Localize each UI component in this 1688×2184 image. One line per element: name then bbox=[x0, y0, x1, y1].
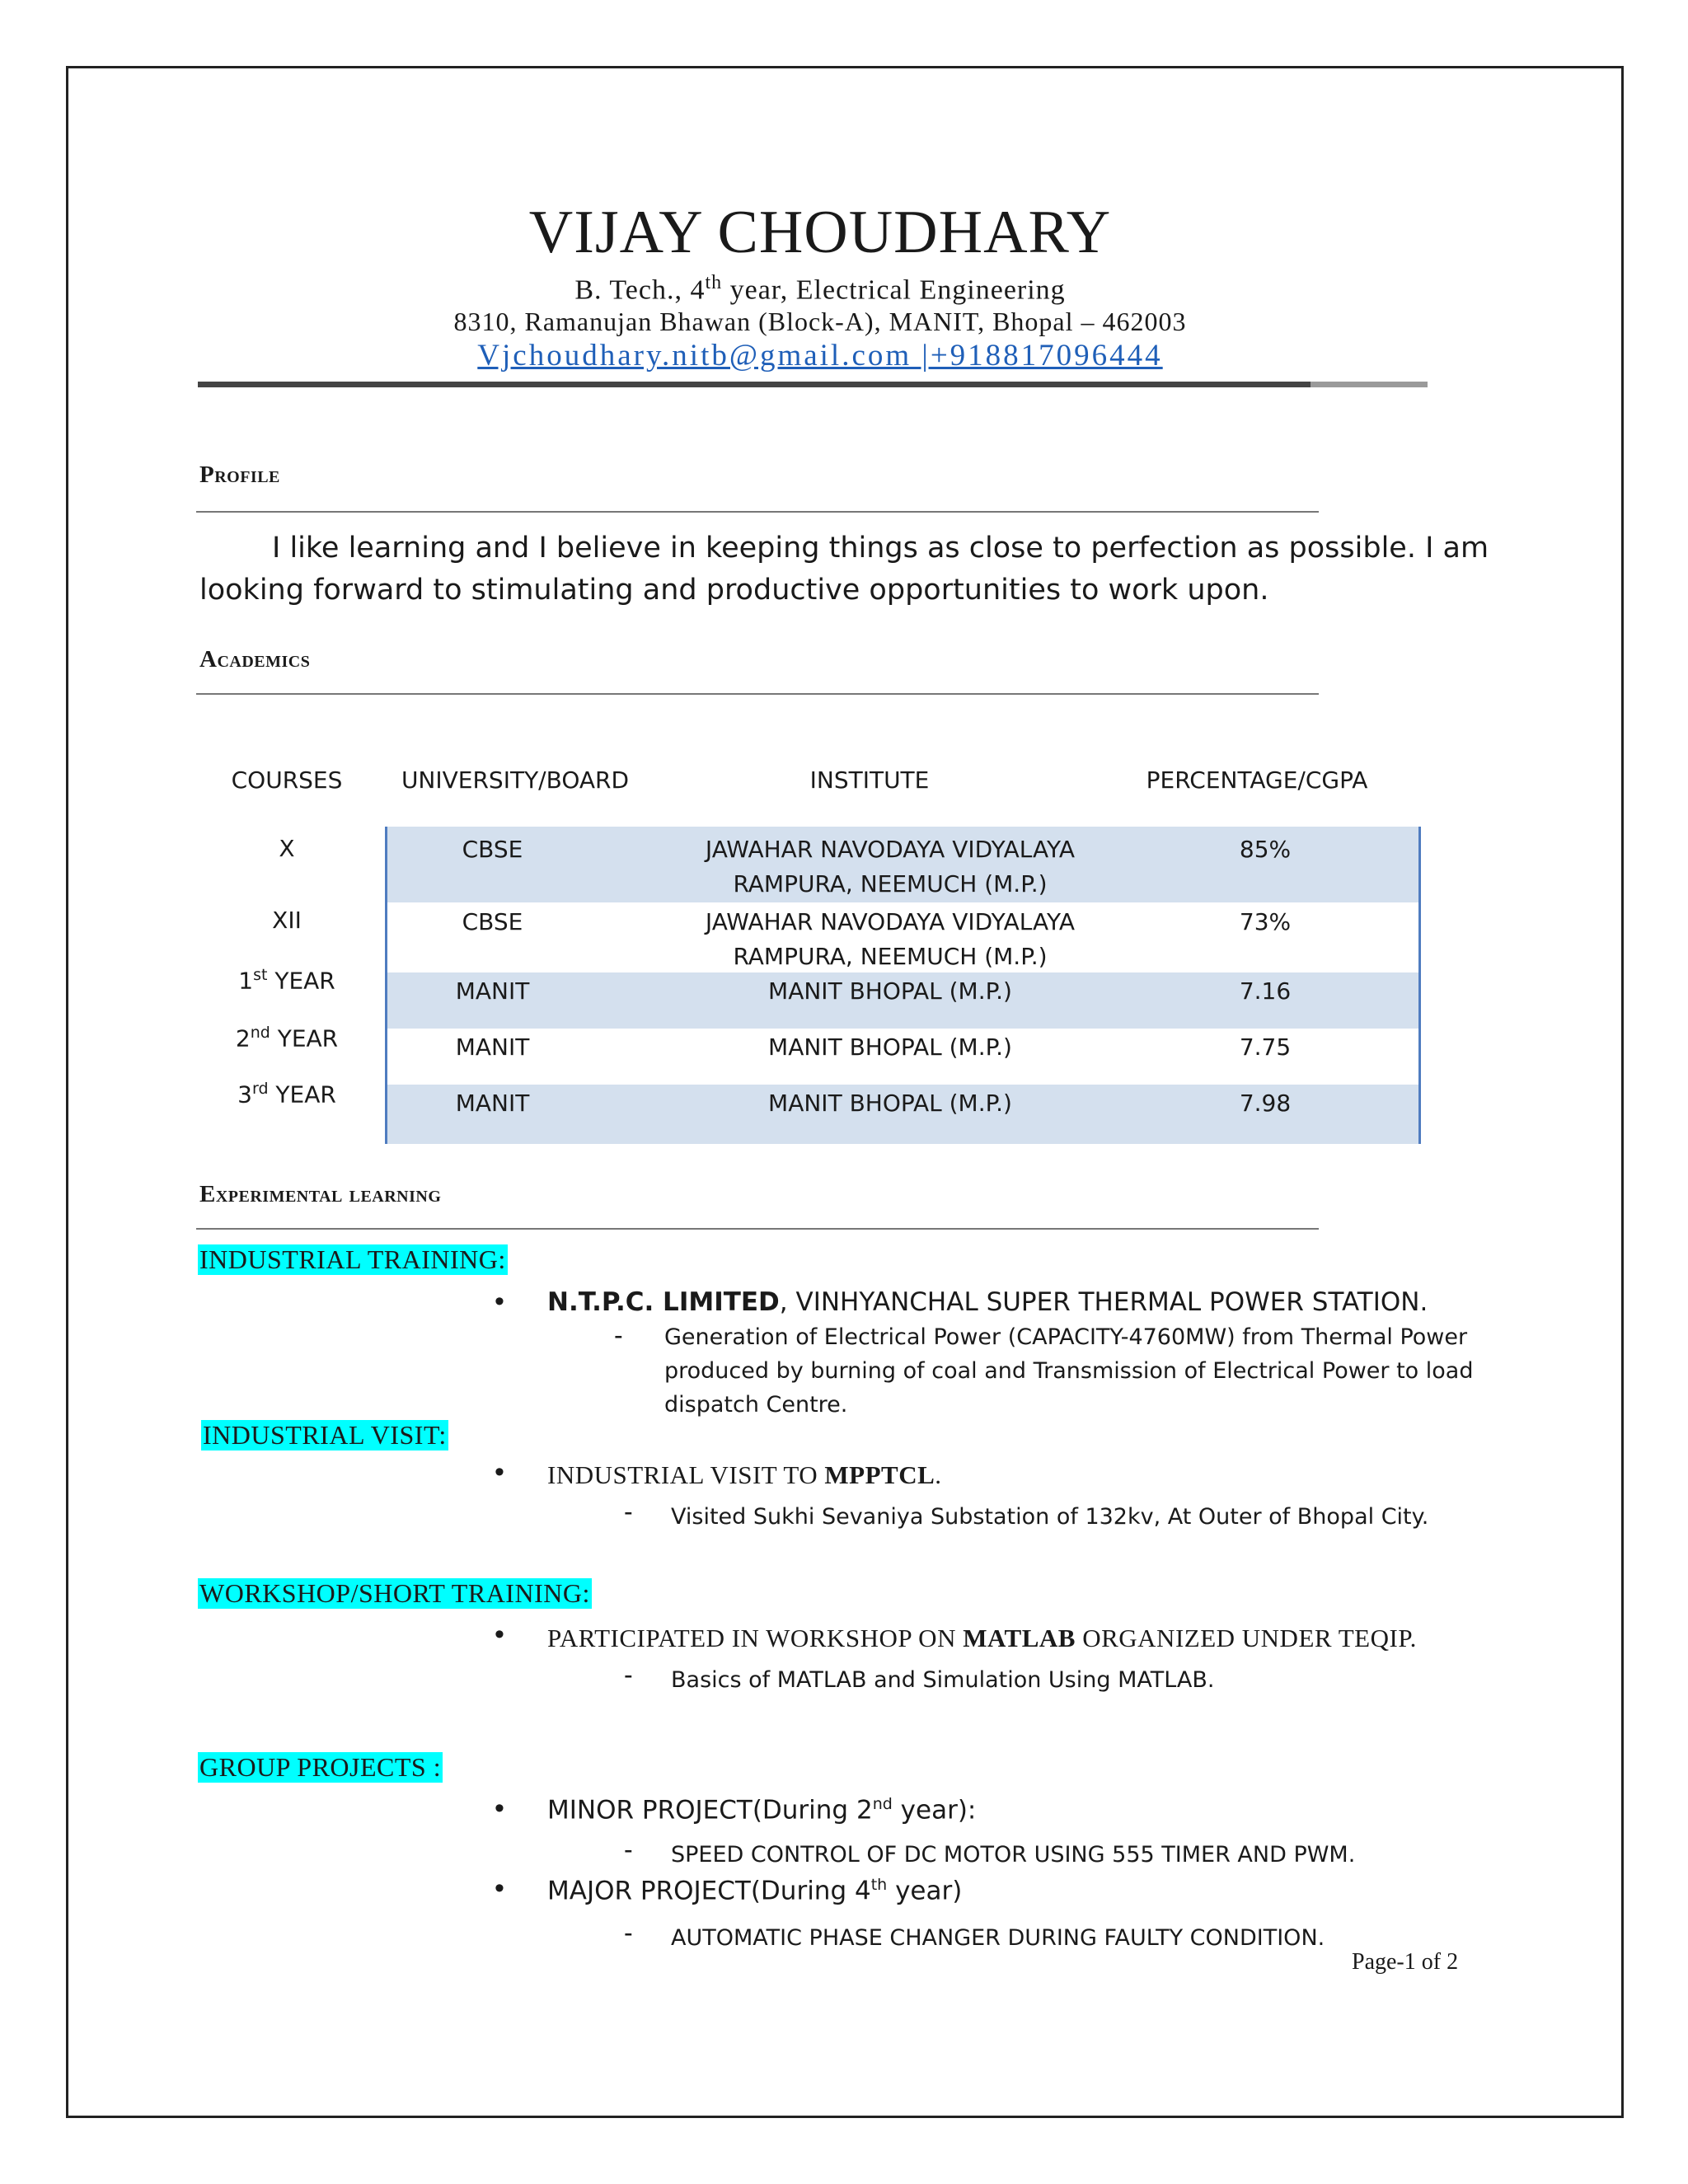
table-cell-institute bbox=[676, 1030, 1104, 1065]
institute-line-2: RAMPURA, NEEMUCH (M.P.) bbox=[733, 870, 1048, 898]
experience-heading: Experimental learning bbox=[199, 1181, 442, 1207]
table-cell-score: 7.98 bbox=[1239, 1090, 1292, 1117]
profile-heading: Profile bbox=[199, 462, 280, 488]
workshop-suffix: ORGANIZED UNDER TEQIP. bbox=[1075, 1624, 1417, 1652]
course-label: 2 bbox=[235, 1024, 251, 1052]
candidate-name: VIJAY CHOUDHARY bbox=[528, 199, 1112, 266]
course-label-suffix: YEAR bbox=[268, 1080, 336, 1108]
experience-rule bbox=[196, 1228, 1319, 1230]
minor-project-prefix: MINOR PROJECT(During 2 bbox=[547, 1795, 873, 1825]
academics-heading: Academics bbox=[199, 646, 311, 673]
industrial-visit-item bbox=[547, 1460, 942, 1490]
table-cell-institute bbox=[676, 832, 1104, 902]
bullet-icon: • bbox=[495, 1619, 504, 1650]
industrial-training-item bbox=[547, 1287, 1428, 1317]
profile-rule bbox=[196, 511, 1319, 513]
course-label-suffix: YEAR bbox=[270, 1024, 339, 1052]
course-label-sup: rd bbox=[251, 1080, 269, 1098]
workshop-tag: WORKSHOP/SHORT TRAINING: bbox=[199, 1578, 590, 1608]
table-cell-institute bbox=[676, 1086, 1104, 1121]
table-cell-institute bbox=[676, 905, 1104, 974]
minor-project-sup: nd bbox=[872, 1795, 893, 1813]
visit-org: MPPTCL bbox=[824, 1460, 935, 1489]
col-header-courses: COURSES bbox=[231, 766, 343, 794]
degree-suffix: year, Electrical Engineering bbox=[722, 274, 1066, 306]
dash-icon: - bbox=[614, 1320, 623, 1350]
dash-icon: - bbox=[624, 1918, 633, 1947]
bullet-icon: • bbox=[495, 1456, 504, 1488]
major-project-sup: th bbox=[870, 1876, 888, 1894]
degree-year: 4 bbox=[690, 274, 706, 306]
header-divider bbox=[198, 382, 1311, 387]
dash-icon: - bbox=[624, 1835, 633, 1864]
table-row-course bbox=[196, 1080, 377, 1108]
address-line: 8310, Ramanujan Bhawan (Block-A), MANIT, Bhopal – 462003 bbox=[453, 307, 1187, 336]
table-cell-score: 73% bbox=[1239, 908, 1292, 935]
bullet-icon: • bbox=[495, 1793, 504, 1824]
training-org: N.T.P.C. LIMITED bbox=[547, 1287, 780, 1317]
industrial-training-tag: INDUSTRIAL TRAINING: bbox=[199, 1244, 506, 1274]
workshop-item bbox=[547, 1624, 1417, 1653]
degree-prefix: B. Tech., bbox=[574, 274, 691, 306]
workshop-topic: MATLAB bbox=[963, 1624, 1076, 1652]
institute-line-1: JAWAHAR NAVODAYA VIDYALAYA bbox=[705, 836, 1076, 863]
training-detail-line: produced by burning of coal and Transmission of Electrical Power to load bbox=[664, 1358, 1474, 1384]
table-cell-board: MANIT bbox=[455, 977, 530, 1005]
table-cell-score: 7.16 bbox=[1239, 977, 1292, 1005]
course-label: X bbox=[279, 835, 295, 862]
table-row-course bbox=[196, 907, 377, 934]
table-cell-board: CBSE bbox=[462, 836, 523, 863]
training-detail-line: dispatch Centre. bbox=[664, 1392, 848, 1418]
table-row-course bbox=[196, 1024, 377, 1052]
course-label: 1 bbox=[238, 967, 254, 995]
degree-line bbox=[0, 272, 1640, 306]
major-project-detail: AUTOMATIC PHASE CHANGER DURING FAULTY CONDITION. bbox=[671, 1925, 1325, 1951]
major-project-suffix: year) bbox=[887, 1876, 963, 1906]
visit-prefix: INDUSTRIAL VISIT TO bbox=[547, 1460, 825, 1489]
academics-rule bbox=[196, 693, 1319, 695]
table-cell-institute bbox=[676, 974, 1104, 1009]
workshop-prefix: PARTICIPATED IN WORKSHOP ON bbox=[547, 1624, 964, 1652]
table-cell-board: MANIT bbox=[455, 1090, 530, 1117]
contact-link[interactable]: Vjchoudhary.nitb@gmail.com |+918817096444 bbox=[477, 339, 1163, 373]
institute-line-1: MANIT BHOPAL (M.P.) bbox=[768, 1090, 1012, 1117]
industrial-visit-detail: Visited Sukhi Sevaniya Substation of 132kv, At Outer of Bhopal City. bbox=[671, 1504, 1429, 1530]
course-label-suffix: YEAR bbox=[267, 967, 335, 995]
table-cell-board: MANIT bbox=[455, 1033, 530, 1061]
institute-line-1: MANIT BHOPAL (M.P.) bbox=[768, 1033, 1012, 1061]
table-cell-score: 85% bbox=[1239, 836, 1292, 863]
col-header-board: UNIVERSITY/BOARD bbox=[401, 766, 630, 794]
course-label: 3 bbox=[237, 1080, 252, 1108]
workshop-detail: Basics of MATLAB and Simulation Using MATLAB. bbox=[671, 1667, 1215, 1693]
table-row-course bbox=[196, 966, 377, 994]
group-projects-tag: GROUP PROJECTS : bbox=[199, 1752, 442, 1782]
course-label: XII bbox=[272, 907, 302, 934]
course-label-sup: st bbox=[253, 966, 268, 984]
profile-text: I like learning and I believe in keeping things as close to perfection as possible. I am looking forward to stimulating and productive opportunities to work upon. bbox=[199, 532, 1489, 607]
table-cell-board: CBSE bbox=[462, 908, 523, 935]
industrial-visit-tag: INDUSTRIAL VISIT: bbox=[203, 1420, 447, 1450]
profile-paragraph bbox=[199, 527, 1502, 612]
major-project-item bbox=[547, 1876, 962, 1905]
industrial-training-detail bbox=[664, 1320, 1489, 1422]
table-row-course bbox=[196, 835, 377, 862]
training-detail-line: Generation of Electrical Power (CAPACITY-4760MW) from Thermal Power bbox=[664, 1324, 1468, 1350]
col-header-institute: INSTITUTE bbox=[809, 766, 930, 794]
table-border-right bbox=[1418, 827, 1421, 1144]
dash-icon: - bbox=[624, 1660, 633, 1690]
training-org-rest: , VINHYANCHAL SUPER THERMAL POWER STATION. bbox=[779, 1287, 1428, 1317]
degree-year-sup: th bbox=[705, 272, 723, 293]
minor-project-detail: SPEED CONTROL OF DC MOTOR USING 555 TIMER AND PWM. bbox=[671, 1842, 1356, 1868]
col-header-score: PERCENTAGE/CGPA bbox=[1146, 766, 1368, 794]
minor-project-item bbox=[547, 1795, 976, 1825]
course-label-sup: nd bbox=[250, 1024, 270, 1042]
bullet-icon: • bbox=[495, 1286, 504, 1317]
dash-icon: - bbox=[624, 1497, 633, 1526]
major-project-prefix: MAJOR PROJECT(During 4 bbox=[547, 1876, 871, 1906]
bullet-icon: • bbox=[495, 1872, 504, 1904]
visit-suffix: . bbox=[935, 1460, 942, 1489]
minor-project-suffix: year): bbox=[892, 1795, 977, 1825]
institute-line-1: JAWAHAR NAVODAYA VIDYALAYA bbox=[705, 908, 1076, 935]
institute-line-2: RAMPURA, NEEMUCH (M.P.) bbox=[733, 943, 1048, 970]
page-number: Page-1 of 2 bbox=[1352, 1949, 1459, 1975]
table-cell-score: 7.75 bbox=[1239, 1033, 1292, 1061]
header-divider-accent bbox=[1311, 382, 1428, 387]
institute-line-1: MANIT BHOPAL (M.P.) bbox=[768, 977, 1012, 1005]
